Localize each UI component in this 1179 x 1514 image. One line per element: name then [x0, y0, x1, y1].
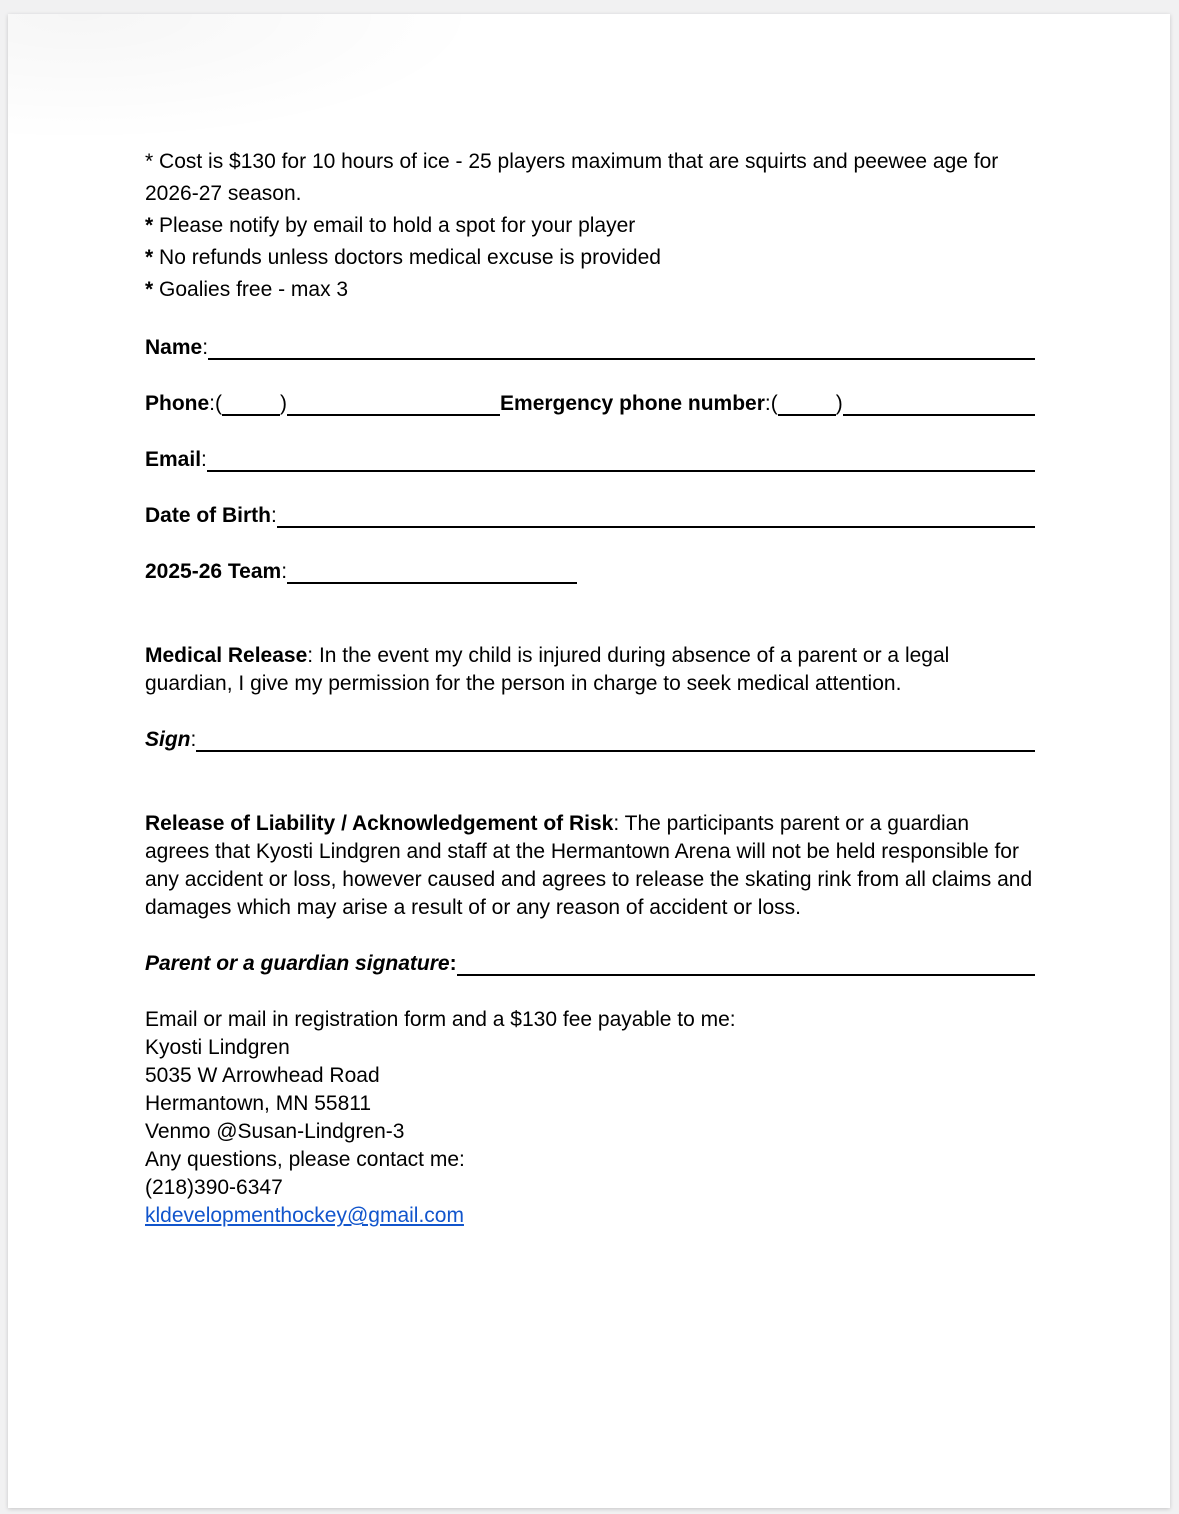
contact-phone: (218)390-6347 [145, 1176, 283, 1199]
colon: : [764, 392, 771, 415]
colon: : [190, 728, 197, 751]
colon: : [271, 504, 277, 527]
dob-blank-line [277, 502, 1035, 528]
contact-venmo: Venmo @Susan-Lindgren-3 [145, 1120, 405, 1143]
document-page [8, 14, 1170, 1508]
note-hold-spot [145, 210, 1035, 242]
close-paren: ) [835, 392, 843, 415]
team-blank-line [287, 558, 577, 584]
liability-body: The participants parent or a guardian agrees that Kyosti Lindgren and staff at the Hermantown Arena will not be held responsible for any accident or loss, however caused and agrees to release the skating rink from all claims and damages which may arise a result of or any reason of accident or loss. [145, 812, 1033, 919]
phone-label: Phone [145, 392, 210, 415]
team-label: 2025-26 Team [145, 560, 282, 583]
colon: : [281, 560, 288, 583]
colon: : [202, 336, 209, 359]
medical-release-heading: Medical Release [145, 644, 308, 667]
open-paren: ( [770, 392, 778, 415]
note-marker: * [145, 278, 154, 301]
sign-label: Sign [145, 728, 191, 751]
contact-intro: Email or mail in registration form and a $130 fee payable to me: [145, 1008, 736, 1031]
name-field-row [145, 334, 1035, 362]
colon: : [449, 952, 457, 975]
contact-city: Hermantown, MN 55811 [145, 1092, 372, 1115]
emergency-number-blank [843, 390, 1035, 416]
email-blank-line [207, 446, 1035, 472]
contact-questions: Any questions, please contact me: [145, 1148, 465, 1171]
separator: : [307, 644, 319, 667]
sign-blank-line [196, 726, 1035, 752]
emergency-area-code-blank [778, 390, 836, 416]
colon: : [201, 448, 207, 471]
note-refunds [145, 242, 1035, 274]
parent-signature-field-row [145, 950, 1035, 978]
phone-number-blank [287, 390, 500, 416]
parent-signature-label: Parent or a guardian signature [145, 952, 450, 975]
sign-field-row [145, 726, 1035, 754]
contact-email-link[interactable]: kldevelopmenthockey@gmail.com [145, 1204, 464, 1227]
emergency-phone-label: Emergency phone number [500, 392, 765, 415]
open-paren: ( [215, 392, 223, 415]
colon: : [209, 392, 216, 415]
note-marker: * [145, 214, 154, 237]
note-marker: * [145, 150, 154, 173]
medical-release-paragraph [145, 642, 1035, 698]
team-field-row [145, 558, 1035, 586]
email-field-row [145, 446, 1035, 474]
separator: : [613, 812, 625, 835]
contact-section [145, 1006, 1035, 1230]
note-text: Cost is $130 for 10 hours of ice - 25 players maximum that are squirts and peewee age for 2026-27 season. [145, 150, 999, 205]
document-content [145, 14, 1035, 1230]
note-marker: * [145, 246, 154, 269]
name-label: Name [145, 336, 203, 359]
dob-field-row [145, 502, 1035, 530]
notes-section [145, 146, 1035, 306]
medical-release-body: In the event my child is injured during absence of a parent or a legal guardian, I give my permission for the person in charge to seek medical attention. [145, 644, 950, 695]
liability-paragraph [145, 810, 1035, 922]
close-paren: ) [280, 392, 288, 415]
email-label: Email [145, 448, 202, 471]
name-blank-line [208, 334, 1035, 360]
parent-signature-blank-line [457, 950, 1035, 976]
contact-street: 5035 W Arrowhead Road [145, 1064, 380, 1087]
note-cost [145, 146, 1035, 210]
note-text: Please notify by email to hold a spot for your player [159, 214, 636, 237]
liability-heading: Release of Liability / Acknowledgement of Risk [145, 812, 614, 835]
note-goalies [145, 274, 1035, 306]
phone-area-code-blank [222, 390, 280, 416]
phone-field-row [145, 390, 1035, 418]
note-text: No refunds unless doctors medical excuse is provided [159, 246, 661, 269]
contact-name: Kyosti Lindgren [145, 1036, 290, 1059]
dob-label: Date of Birth [145, 504, 271, 527]
note-text: Goalies free - max 3 [159, 278, 349, 301]
